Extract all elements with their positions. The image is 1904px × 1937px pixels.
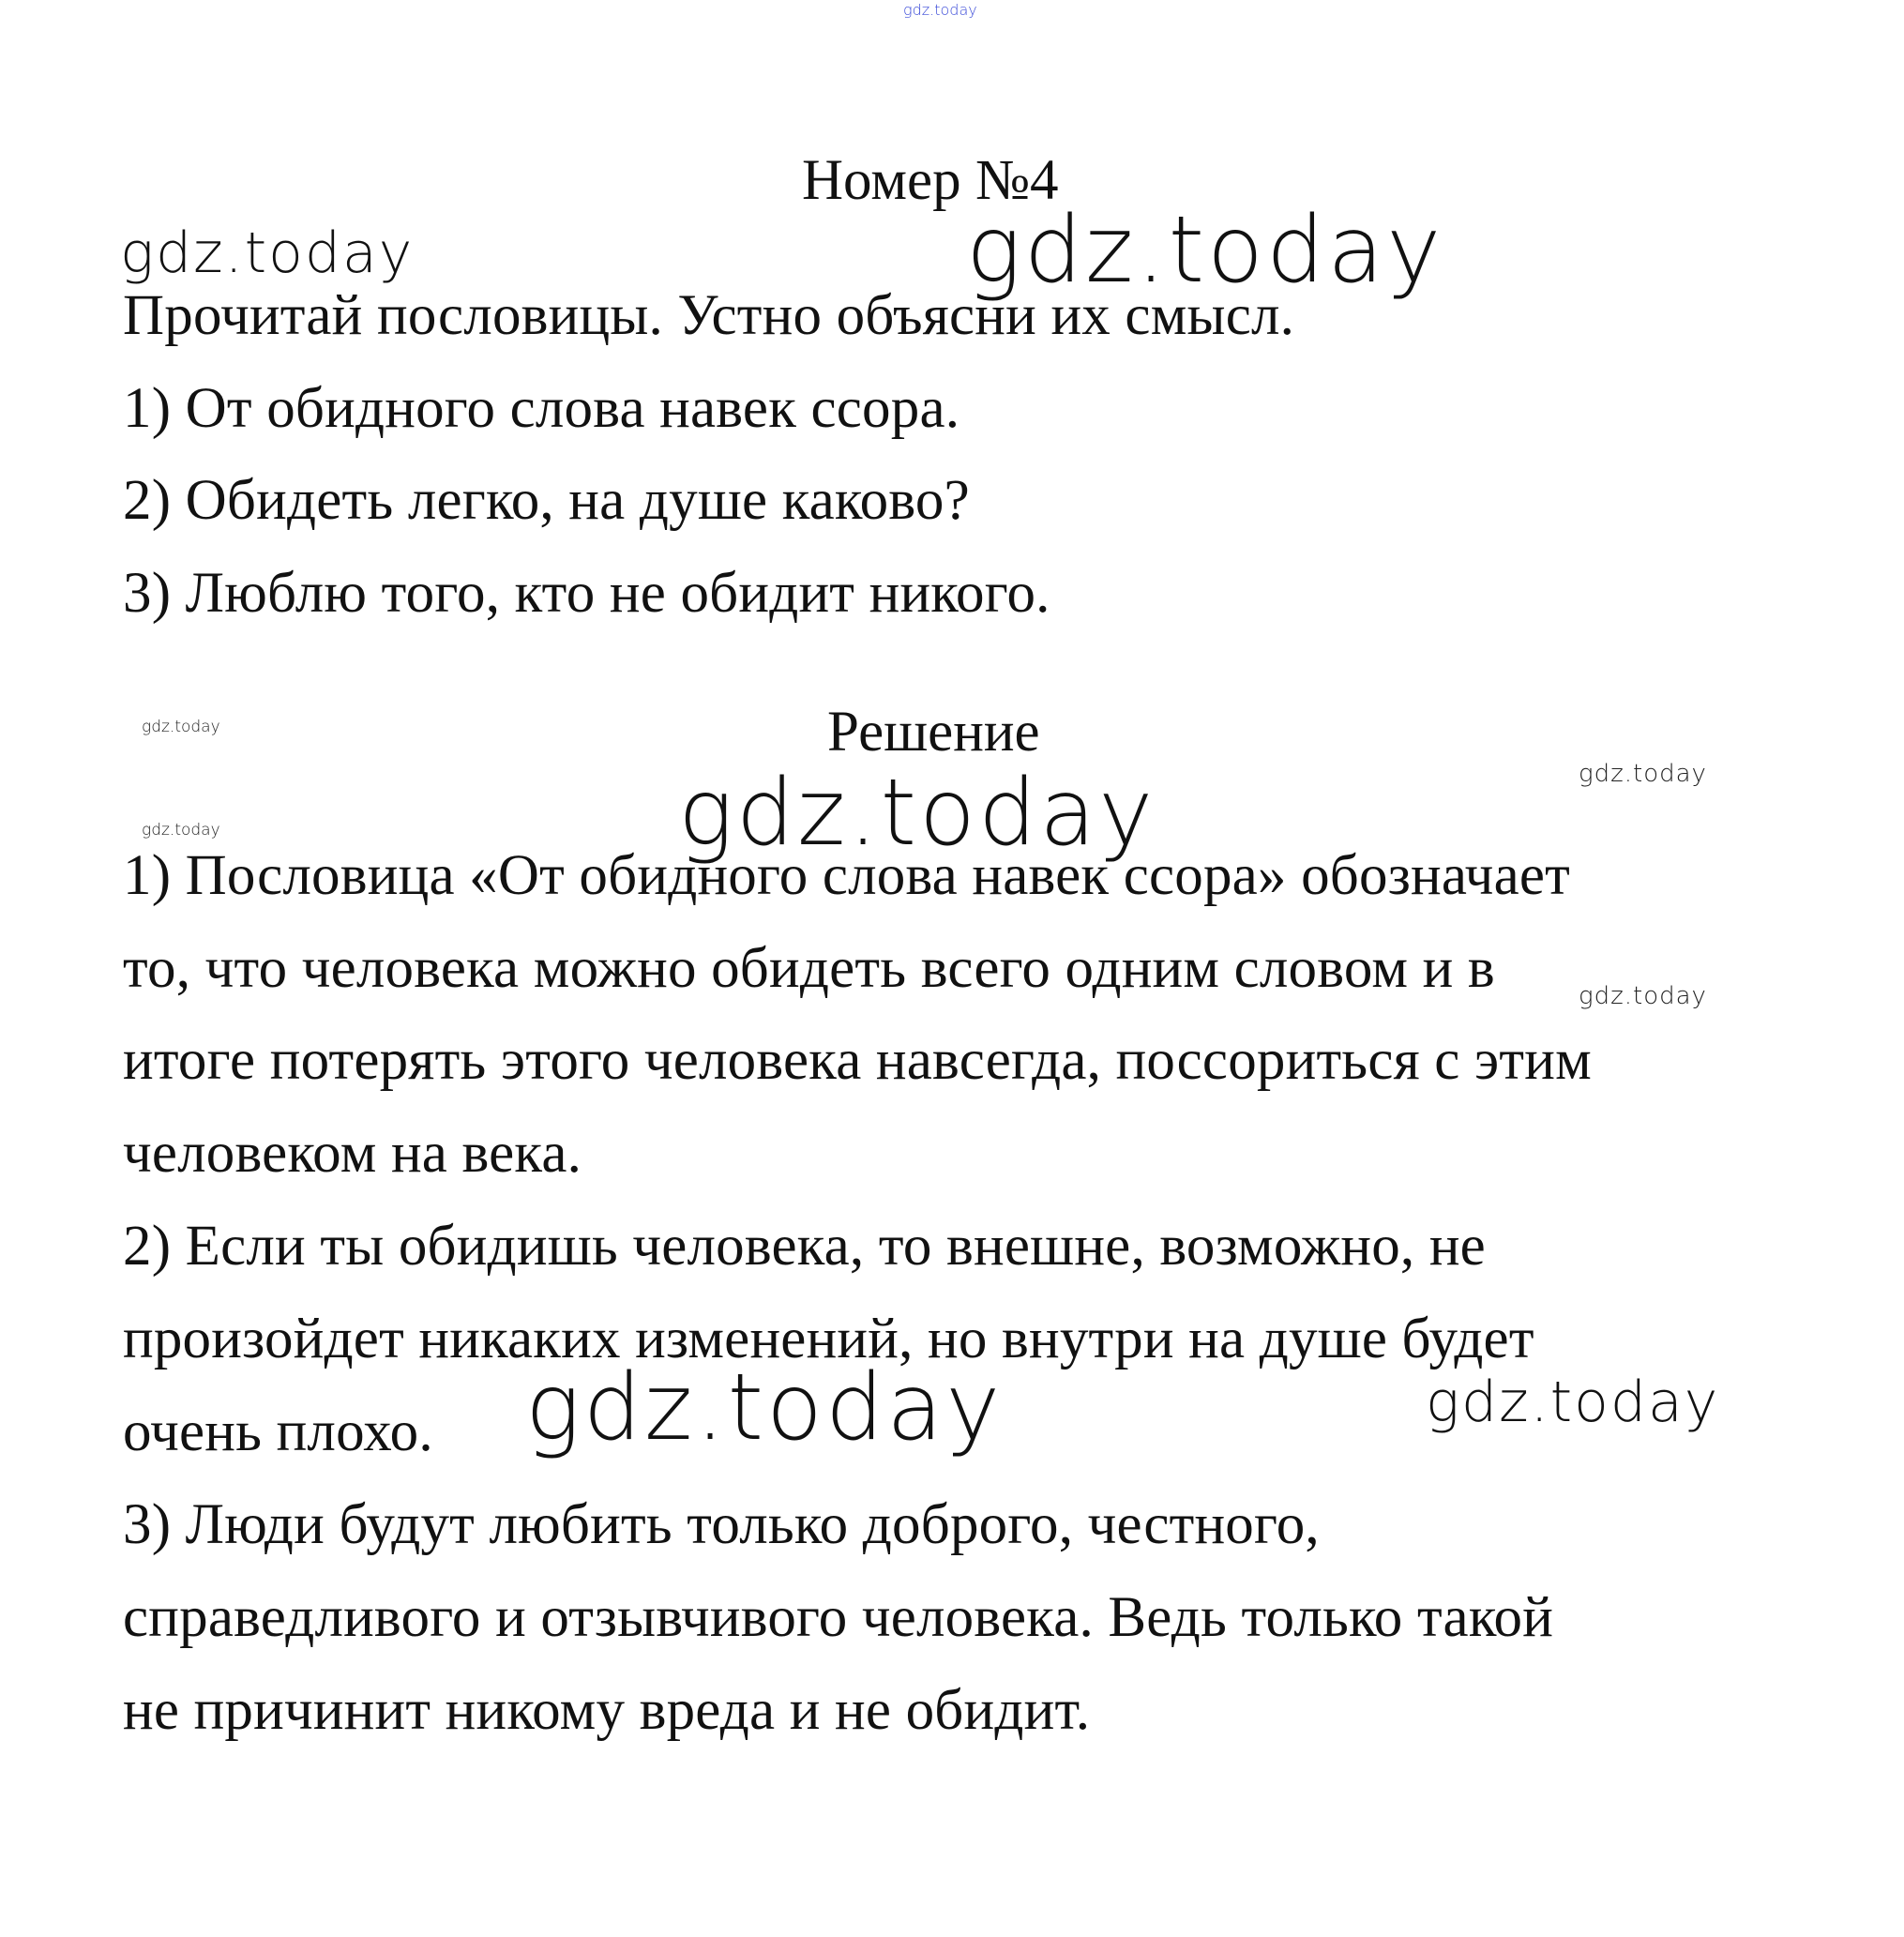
watermark: gdz.today [678, 760, 1156, 867]
solution-line: 3) Люди будут любить только доброго, честного, [123, 1493, 1320, 1556]
watermark: gdz.today [1426, 1370, 1720, 1435]
solution-line: очень плохо. [123, 1400, 433, 1463]
solution-line: не причинит никому вреда и не обидит. [123, 1679, 1091, 1742]
proverb-1: 1) От обидного слова навек ссора. [123, 377, 960, 440]
watermark: gdz.today [142, 821, 220, 840]
proverb-3: 3) Люблю того, кто не обидит никого. [123, 562, 1050, 625]
solution-title: Решение [827, 701, 1040, 764]
proverb-2: 2) Обидеть легко, на душе каково? [123, 469, 970, 532]
watermark: gdz.today [142, 718, 220, 736]
solution-line: произойдет никаких изменений, но внутри на душе будет [123, 1308, 1534, 1370]
solution-line: 2) Если ты обидишь человека, то внешне, возможно, не [123, 1215, 1486, 1278]
watermark: gdz.today [966, 197, 1444, 304]
watermark: gdz.today [120, 220, 415, 286]
solution-line: то, что человека можно обидеть всего одним словом и в [123, 937, 1495, 1000]
page-title: Номер №4 [802, 149, 1059, 212]
solution-line: человеком на века. [123, 1122, 582, 1185]
watermark: gdz.today [1579, 982, 1707, 1010]
watermark-top: gdz.today [903, 1, 977, 19]
watermark: gdz.today [1579, 760, 1707, 788]
watermark: gdz.today [525, 1354, 1004, 1461]
solution-line: справедливого и отзывчивого человека. Ведь только такой [123, 1586, 1554, 1649]
solution-line: 1) Пословица «От обидного слова навек ссора» обозначает [123, 844, 1570, 907]
task-text: Прочитай пословицы. Устно объясни их смысл. [123, 284, 1295, 347]
solution-line: итоге потерять этого человека навсегда, поссориться с этим [123, 1029, 1592, 1092]
